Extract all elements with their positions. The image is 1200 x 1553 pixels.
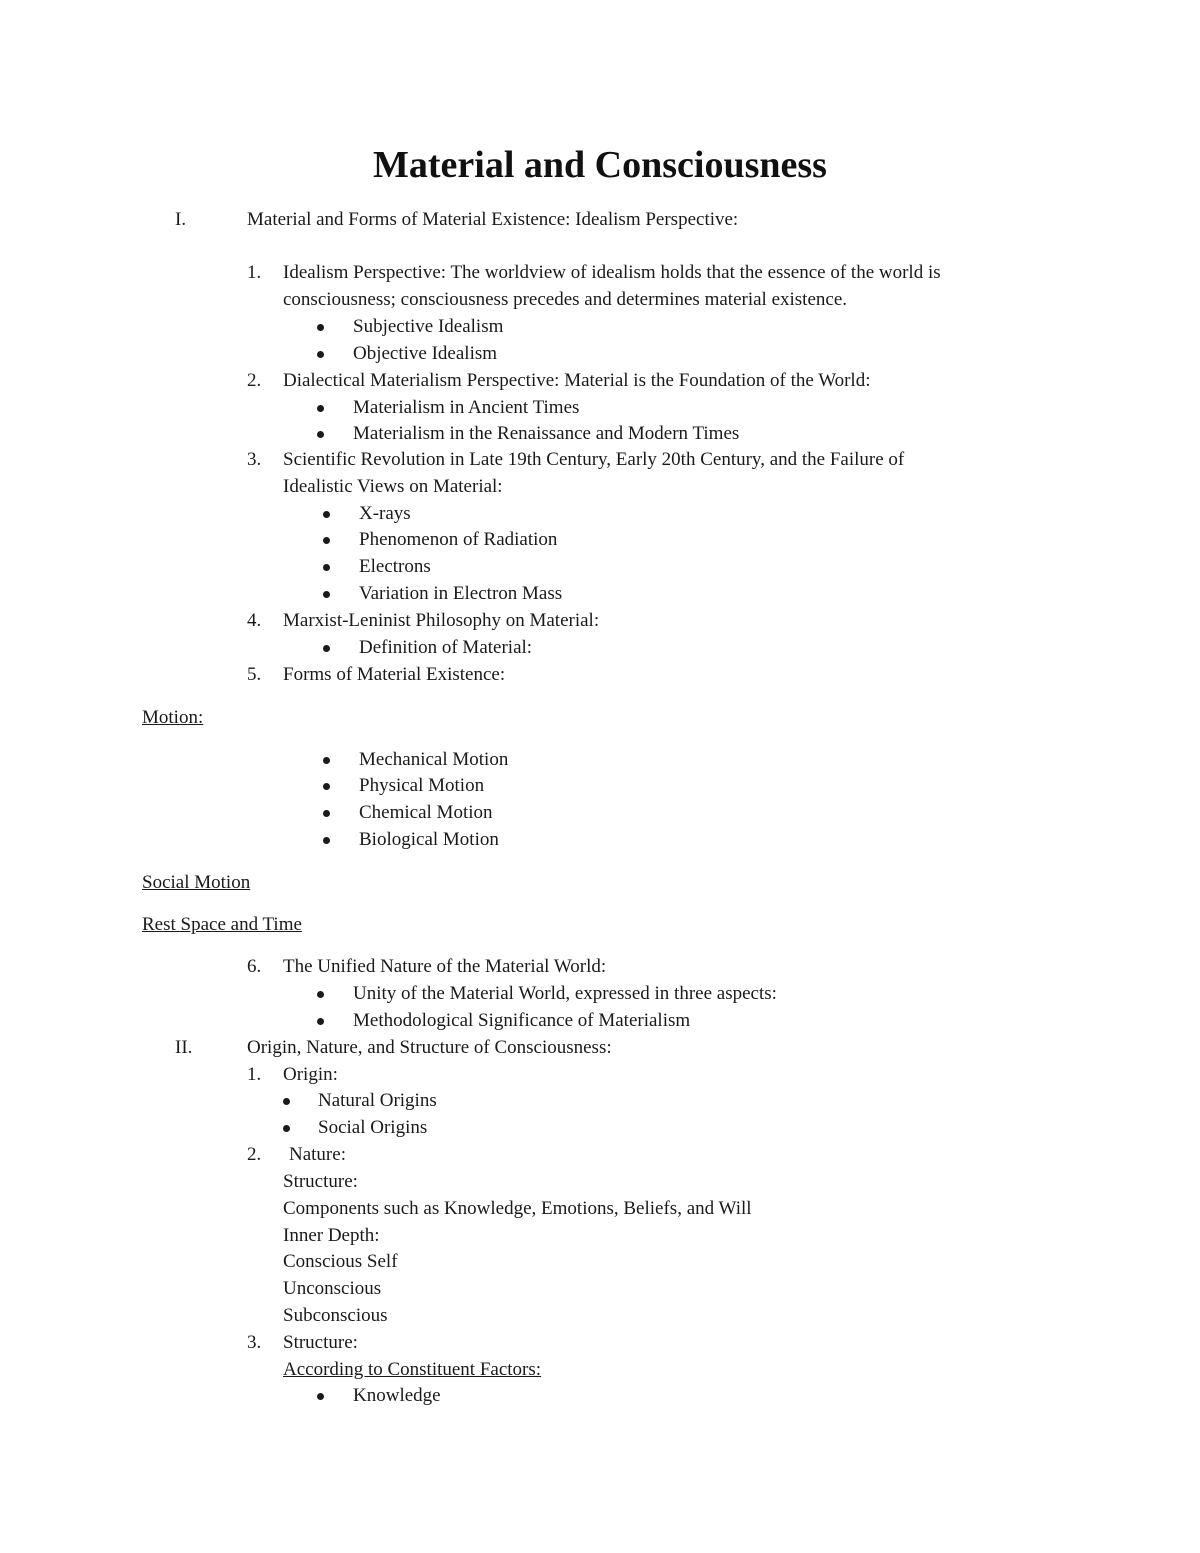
bullet-item: Phenomenon of Radiation — [359, 529, 558, 550]
bullet-icon — [323, 500, 330, 518]
list-item-text: Dialectical Materialism Perspective: Material is the Foundation of the World: — [283, 370, 871, 391]
list-item-text: Origin: — [283, 1064, 338, 1085]
section-heading: Material and Forms of Material Existence: Idealism Perspective: — [247, 209, 739, 230]
list-item-text: Structure: — [283, 1332, 358, 1353]
list-number: 3. — [247, 449, 262, 470]
text-line: Structure: — [283, 1171, 358, 1192]
list-item-text: consciousness; consciousness precedes and determines material existence. — [283, 289, 848, 310]
bullet-icon — [317, 394, 324, 412]
section-numeral: II. — [175, 1037, 193, 1058]
motion-label: Motion: — [142, 707, 204, 728]
list-number: 5. — [247, 664, 262, 685]
bullet-icon — [323, 553, 330, 571]
list-item-text: Forms of Material Existence: — [283, 664, 506, 685]
bullet-item: Social Origins — [318, 1117, 428, 1138]
bullet-item: X-rays — [359, 503, 411, 524]
bullet-icon — [323, 772, 330, 790]
text-line: Components such as Knowledge, Emotions, Beliefs, and Will — [283, 1198, 752, 1219]
list-number: 3. — [247, 1332, 262, 1353]
rest-space-time-label: Rest Space and Time — [142, 914, 302, 935]
bullet-item: Variation in Electron Mass — [359, 583, 563, 604]
text-line: Inner Depth: — [283, 1225, 380, 1246]
bullet-icon — [323, 526, 330, 544]
bullet-icon — [317, 313, 324, 331]
bullet-item: Chemical Motion — [359, 802, 493, 823]
bullet-icon — [323, 826, 330, 844]
list-number: 4. — [247, 610, 262, 631]
bullet-item: Subjective Idealism — [353, 316, 504, 337]
bullet-item: Unity of the Material World, expressed in three aspects: — [353, 983, 777, 1004]
bullet-icon — [317, 340, 324, 358]
bullet-icon — [323, 799, 330, 817]
list-number: 2. — [247, 370, 262, 391]
bullet-item: Biological Motion — [359, 829, 499, 850]
social-motion-label: Social Motion — [142, 872, 251, 893]
text-line: Unconscious — [283, 1278, 382, 1299]
list-item-text: Nature: — [289, 1144, 346, 1165]
bullet-icon — [323, 580, 330, 598]
subheading: According to Constituent Factors: — [283, 1359, 542, 1380]
bullet-item: Knowledge — [353, 1385, 441, 1406]
list-number: 1. — [247, 1064, 262, 1085]
bullet-item: Materialism in the Renaissance and Modern Times — [353, 423, 740, 444]
bullet-item: Objective Idealism — [353, 343, 498, 364]
list-item-text: Marxist-Leninist Philosophy on Material: — [283, 610, 600, 631]
bullet-item: Definition of Material: — [359, 637, 533, 658]
bullet-item: Natural Origins — [318, 1090, 437, 1111]
bullet-item: Mechanical Motion — [359, 749, 509, 770]
list-item-text: Idealistic Views on Material: — [283, 476, 503, 497]
list-item-text: Scientific Revolution in Late 19th Century, Early 20th Century, and the Failure of — [283, 449, 905, 470]
text-line: Subconscious — [283, 1305, 388, 1326]
bullet-item: Methodological Significance of Materialism — [353, 1010, 691, 1031]
document-title: Material and Consciousness — [373, 144, 827, 186]
list-item-text: The Unified Nature of the Material World: — [283, 956, 607, 977]
bullet-icon — [317, 1007, 324, 1025]
section-numeral: I. — [175, 209, 187, 230]
list-item-text: Idealism Perspective: The worldview of idealism holds that the essence of the world is — [283, 262, 941, 283]
bullet-item: Physical Motion — [359, 775, 485, 796]
bullet-icon — [317, 420, 324, 438]
bullet-icon — [283, 1114, 290, 1132]
bullet-icon — [317, 1382, 324, 1400]
bullet-icon — [283, 1087, 290, 1105]
bullet-item: Materialism in Ancient Times — [353, 397, 580, 418]
section-heading: Origin, Nature, and Structure of Consciousness: — [247, 1037, 612, 1058]
bullet-icon — [323, 746, 330, 764]
list-number: 6. — [247, 956, 262, 977]
bullet-item: Electrons — [359, 556, 431, 577]
bullet-icon — [323, 634, 330, 652]
text-line: Conscious Self — [283, 1251, 398, 1272]
bullet-icon — [317, 980, 324, 998]
list-number: 1. — [247, 262, 262, 283]
list-number: 2. — [247, 1144, 262, 1165]
